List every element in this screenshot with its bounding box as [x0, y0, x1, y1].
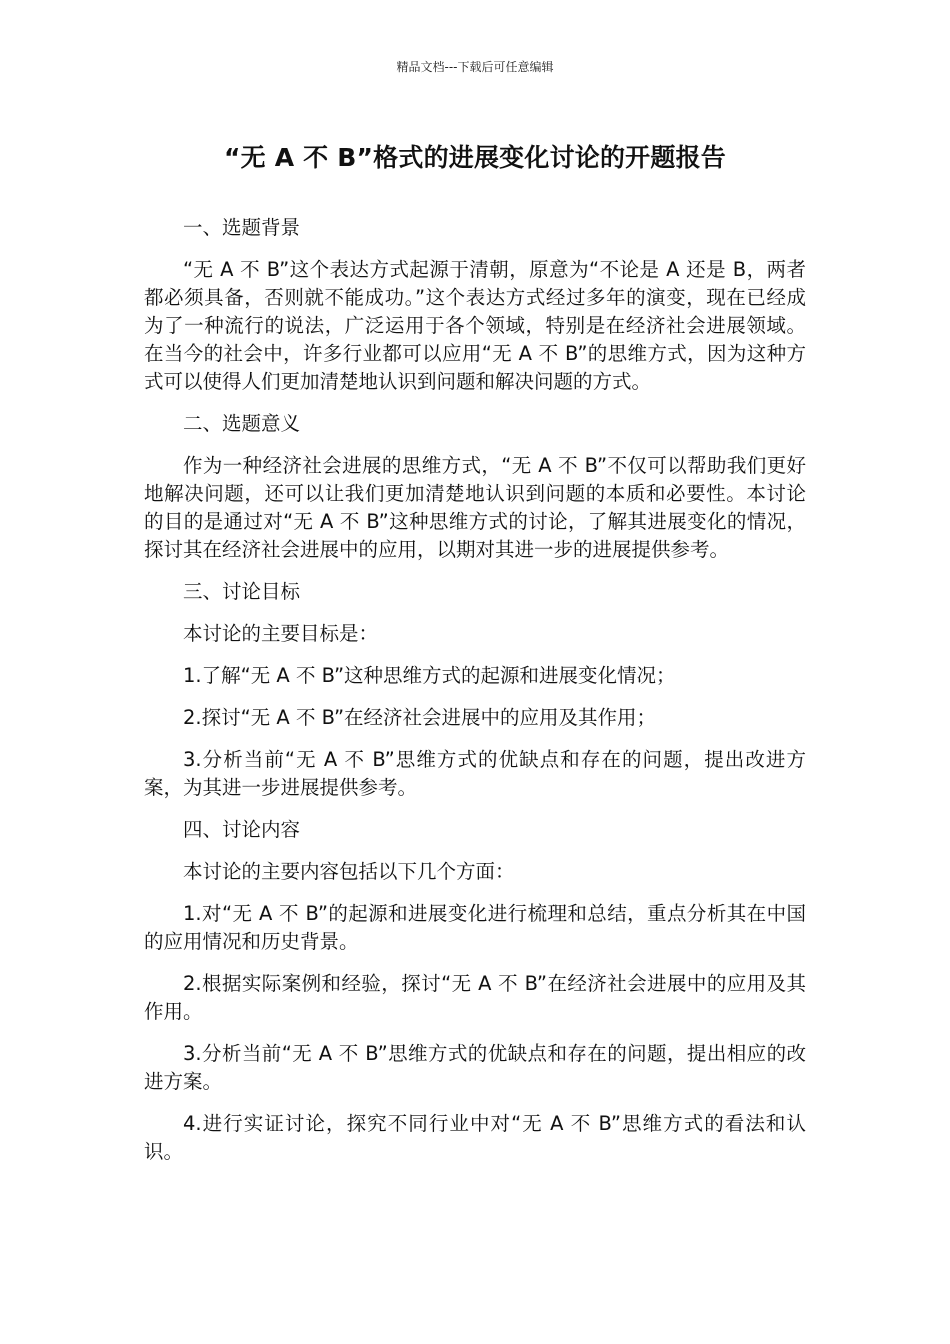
list-item-content-4: 4.进行实证讨论，探究不同行业中对“无 A 不 B”思维方式的看法和认识。 — [144, 1112, 806, 1163]
list-item-content-1: 1.对“无 A 不 B”的起源和进展变化进行梳理和总结，重点分析其在中国的应用情况和历史背景。 — [144, 902, 806, 953]
section-heading-goals: 三、讨论目标 — [183, 580, 301, 603]
paragraph-background: “无 A 不 B”这个表达方式起源于清朝，原意为“不论是 A 还是 B，两者都必须具备，否则就不能成功。”这个表达方式经过多年的演变，现在已经成为了一种流行的说法，广泛运用于各个领域，特别是在经济社会进展领域。在当今的社会中，许多行业都可以应用“无 A 不 B”的思维方式，因为这种方式可以使得人们更加清楚地认识到问题和解决问题的方式。 — [144, 258, 806, 393]
section-heading-significance: 二、选题意义 — [183, 412, 301, 435]
list-item-content-3: 3.分析当前“无 A 不 B”思维方式的优缺点和存在的问题，提出相应的改进方案。 — [144, 1042, 806, 1093]
section-heading-background: 一、选题背景 — [183, 216, 301, 239]
document-body — [144, 214, 806, 1180]
list-item-goal-1: 1.了解“无 A 不 B”这种思维方式的起源和进展变化情况； — [183, 664, 676, 687]
paragraph-content-intro: 本讨论的主要内容包括以下几个方面： — [183, 860, 515, 883]
section-heading-content: 四、讨论内容 — [183, 818, 301, 841]
paragraph-significance: 作为一种经济社会进展的思维方式，“无 A 不 B”不仅可以帮助我们更好地解决问题，还可以让我们更加清楚地认识到问题的本质和必要性。本讨论的目的是通过对“无 A 不 B”这种思维方式的讨论，了解其进展变化的情况，探讨其在经济社会进展中的应用，以期对其进一步的进展提供参考。 — [144, 454, 806, 561]
header-note: 精品文档---下载后可任意编辑 — [396, 60, 554, 74]
document-title: “无 A 不 B”格式的进展变化讨论的开题报告 — [224, 143, 726, 172]
paragraph-goals-intro: 本讨论的主要目标是： — [183, 622, 379, 645]
list-item-goal-2: 2.探讨“无 A 不 B”在经济社会进展中的应用及其作用； — [183, 706, 657, 729]
list-item-goal-3: 3.分析当前“无 A 不 B”思维方式的优缺点和存在的问题，提出改进方案，为其进一步进展提供参考。 — [144, 748, 806, 799]
list-item-content-2: 2.根据实际案例和经验，探讨“无 A 不 B”在经济社会进展中的应用及其作用。 — [144, 972, 806, 1023]
